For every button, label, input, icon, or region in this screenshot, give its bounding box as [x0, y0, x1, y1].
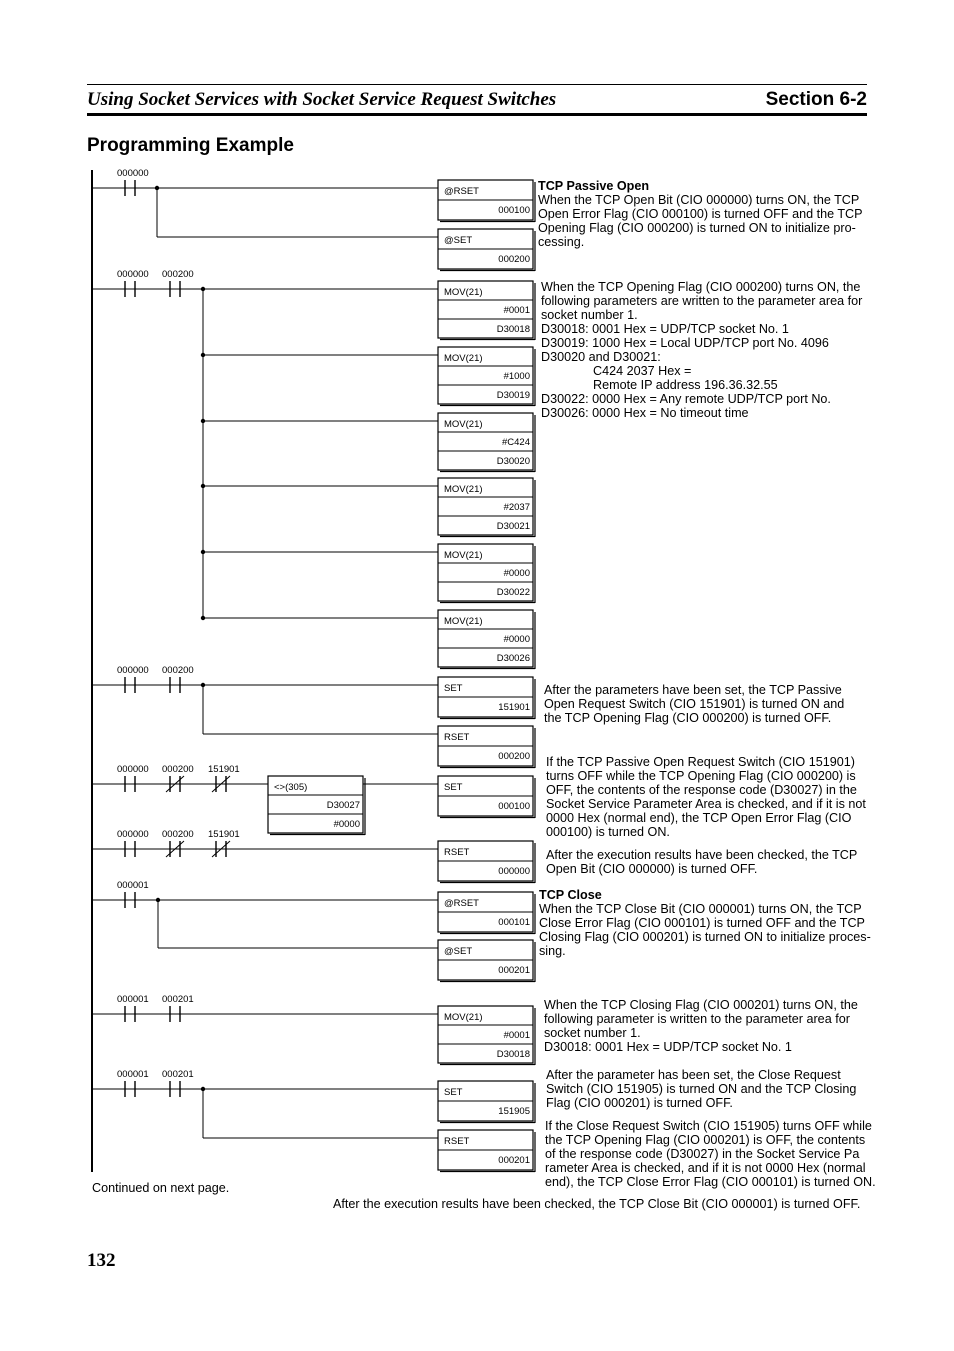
junction-dot	[201, 353, 205, 357]
annotation-line: the TCP Opening Flag (CIO 000201) is OFF, the contents	[545, 1133, 866, 1147]
instruction-operand: 151901	[498, 702, 530, 713]
annotation-line: following parameter is written to the parameter area for	[544, 1012, 850, 1026]
contact-label: 000000	[117, 665, 149, 676]
instruction-operand: 151905	[498, 1106, 530, 1117]
annotation-line: Flag (CIO 000201) is turned OFF.	[546, 1096, 733, 1110]
contact-label: 000200	[162, 829, 194, 840]
annotation-line: D30018: 0001 Hex = UDP/TCP socket No. 1	[544, 1040, 792, 1054]
junction-dot	[201, 484, 205, 488]
contact-label: 000200	[162, 269, 194, 280]
annotation-line: turns OFF while the TCP Opening Flag (CIO 000200) is	[546, 769, 856, 783]
instruction-operand: D30020	[496, 456, 530, 467]
annotation-line: OFF, the contents of the response code (D30027) in the	[546, 783, 857, 797]
instruction-name: @RSET	[444, 186, 479, 197]
annotation-line: Switch (CIO 151905) is turned ON and the TCP Closing	[546, 1082, 857, 1096]
instruction-name: MOV(21)	[444, 287, 483, 298]
annotation-passive-open-request	[544, 683, 844, 725]
annotation-line: end), the TCP Close Error Flag (CIO 000101) is turned ON.	[545, 1175, 876, 1189]
annotation-line: When the TCP Open Bit (CIO 000000) turns ON, the TCP	[538, 193, 860, 207]
instruction-operand: #1000	[503, 371, 530, 382]
contact-label: 151901	[208, 829, 240, 840]
instruction-operand: D30018	[496, 1049, 530, 1060]
annotation-line: Opening Flag (CIO 000200) is turned ON to initialize pro-	[538, 221, 856, 235]
annotation-line: following parameters are written to the parameter area for	[541, 294, 863, 308]
instruction-operand: 000201	[498, 1155, 530, 1166]
annotation-close-request	[546, 1068, 856, 1110]
instruction-operand: #0001	[503, 1030, 530, 1041]
instruction-operand: D30018	[496, 324, 530, 335]
annotation-line: rameter Area is checked, and if it is not 0000 Hex (normal	[545, 1161, 866, 1175]
contact-label: 000001	[117, 1069, 149, 1080]
instruction-operand: D30027	[326, 800, 360, 811]
annotation-line: When the TCP Opening Flag (CIO 000200) turns ON, the	[541, 280, 861, 294]
contact-label: 000000	[117, 168, 149, 179]
instruction-operand: 000201	[498, 965, 530, 976]
contact-label: 000001	[117, 994, 149, 1005]
bottom-note: After the execution results have been checked, the TCP Close Bit (CIO 000001) is turned OFF.	[333, 1197, 861, 1211]
instruction-operand: 000000	[498, 866, 530, 877]
annotation-line: of the response code (D30027) in the Socket Service Pa	[545, 1147, 860, 1161]
instruction-name: @RSET	[444, 898, 479, 909]
contact-label: 000000	[117, 764, 149, 775]
annotation-line: Open Request Switch (CIO 151901) is turned ON and	[544, 697, 845, 711]
instruction-name: MOV(21)	[444, 484, 483, 495]
contact-label: 000000	[117, 269, 149, 280]
annotation-line: After the parameters have been set, the TCP Passive	[544, 683, 842, 697]
annotation-line: If the TCP Passive Open Request Switch (CIO 151901)	[546, 755, 855, 769]
instruction-name: MOV(21)	[444, 353, 483, 364]
instruction-name: MOV(21)	[444, 419, 483, 430]
instruction-operand: #0001	[503, 305, 530, 316]
annotation-line: Open Bit (CIO 000000) is turned OFF.	[546, 862, 758, 876]
annotation-line: socket number 1.	[544, 1026, 641, 1040]
instruction-name: MOV(21)	[444, 1012, 483, 1023]
page-number: 132	[87, 1250, 116, 1271]
annotation-line: When the TCP Closing Flag (CIO 000201) turns ON, the	[544, 998, 858, 1012]
annotation-line: the TCP Opening Flag (CIO 000200) is turned OFF.	[544, 711, 832, 725]
instruction-operand: 000200	[498, 751, 530, 762]
annotation-line: C424 2037 Hex =	[593, 364, 692, 378]
annotation-line: After the execution results have been checked, the TCP	[546, 848, 858, 862]
instruction-operand: 000101	[498, 917, 530, 928]
instruction-operand: #0000	[503, 634, 530, 645]
instruction-operand: D30022	[496, 587, 530, 598]
instruction-name: RSET	[444, 1136, 470, 1147]
annotation-line: sing.	[539, 944, 566, 958]
annotation-line: D30018: 0001 Hex = UDP/TCP socket No. 1	[541, 322, 789, 336]
annotation-line: Socket Service Parameter Area is checked, and if it is not	[546, 797, 866, 811]
annotation-line: 0000 Hex (normal end), the TCP Open Error Flag (CIO	[546, 811, 852, 825]
running-header-title: Using Socket Services with Socket Service Request Switches	[87, 89, 557, 110]
annotation-line: D30026: 0000 Hex = No timeout time	[541, 406, 749, 420]
contact-label: 000000	[117, 829, 149, 840]
annotation-line: If the Close Request Switch (CIO 151905) turns OFF while	[545, 1119, 872, 1133]
annotation-line: 000100) is turned ON.	[546, 825, 670, 839]
contact-label: 000201	[162, 994, 194, 1005]
contact-label: 151901	[208, 764, 240, 775]
instruction-operand: #C424	[502, 437, 530, 448]
contact-label: 000001	[117, 880, 149, 891]
contact-label: 000201	[162, 1069, 194, 1080]
instruction-name: MOV(21)	[444, 550, 483, 561]
annotation-line: Closing Flag (CIO 000201) is turned ON to initialize proces-	[539, 930, 871, 944]
annotation-close-error-check	[545, 1119, 876, 1189]
annotation-parameters	[541, 280, 862, 420]
annotation-line: D30022: 0000 Hex = Any remote UDP/TCP port No.	[541, 392, 831, 406]
instruction-operand: 000100	[498, 205, 530, 216]
instruction-name: @SET	[444, 235, 473, 246]
instruction-operand: D30026	[496, 653, 530, 664]
section-heading: Programming Example	[87, 135, 294, 156]
instruction-name: SET	[444, 1087, 463, 1098]
instruction-operand: D30021	[496, 521, 530, 532]
instruction-operand: #2037	[503, 502, 530, 513]
annotation-open-error-check	[546, 755, 866, 839]
annotation-open-bit-off	[546, 848, 857, 876]
instruction-name: RSET	[444, 732, 470, 743]
instruction-operand: #0000	[333, 819, 360, 830]
instruction-name: <>(305)	[274, 782, 308, 793]
instruction-name: SET	[444, 683, 463, 694]
annotation-line: D30020 and D30021:	[541, 350, 661, 364]
continued-note: Continued on next page.	[92, 1181, 230, 1195]
instruction-name: RSET	[444, 847, 470, 858]
instruction-operand: 000200	[498, 254, 530, 265]
annotation-line: After the parameter has been set, the Close Request	[546, 1068, 841, 1082]
annotation-close-parameter	[544, 998, 858, 1054]
annotation-line: cessing.	[538, 235, 585, 249]
instruction-name: SET	[444, 782, 463, 793]
instruction-operand: D30019	[496, 390, 530, 401]
junction-dot	[201, 550, 205, 554]
annotation-line: Open Error Flag (CIO 000100) is turned OFF and the TCP	[538, 207, 863, 221]
instruction-name: MOV(21)	[444, 616, 483, 627]
running-header-section: Section 6-2	[765, 89, 867, 110]
contact-label: 000200	[162, 665, 194, 676]
annotation-title: TCP Passive Open	[538, 179, 650, 193]
annotation-line: socket number 1.	[541, 308, 638, 322]
instruction-operand: #0000	[503, 568, 530, 579]
annotation-line: Close Error Flag (CIO 000101) is turned OFF and the TCP	[539, 916, 865, 930]
annotation-title: TCP Close	[539, 888, 602, 902]
instruction-operand: 000100	[498, 801, 530, 812]
annotation-line: Remote IP address 196.36.32.55	[593, 378, 778, 392]
instruction-name: @SET	[444, 946, 473, 957]
junction-dot	[201, 616, 205, 620]
annotation-line: D30019: 1000 Hex = Local UDP/TCP port No. 4096	[541, 336, 829, 350]
annotation-tcp-passive-open	[538, 179, 863, 249]
annotation-tcp-close	[539, 888, 871, 958]
junction-dot	[201, 419, 205, 423]
annotation-line: When the TCP Close Bit (CIO 000001) turns ON, the TCP	[539, 902, 862, 916]
contact-label: 000200	[162, 764, 194, 775]
